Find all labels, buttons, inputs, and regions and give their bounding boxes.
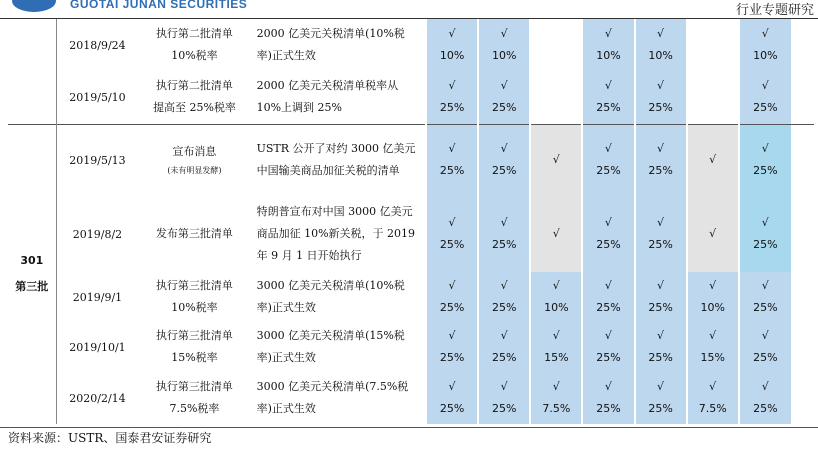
tariff-cell xyxy=(635,272,687,322)
action-line: 10%税率 xyxy=(171,301,218,314)
tariff-cell xyxy=(687,196,739,272)
check-mark-icon: √ xyxy=(500,27,508,40)
tariff-cell xyxy=(635,19,687,71)
tariff-cell xyxy=(426,372,478,424)
tariff-rate: 25% xyxy=(648,351,673,364)
action-line: 执行第二批清单 xyxy=(155,27,233,40)
tariff-table xyxy=(8,19,814,424)
check-mark-icon: √ xyxy=(761,380,769,393)
description-line: 率)正式生效 xyxy=(256,402,316,415)
check-mark-icon: √ xyxy=(604,279,612,292)
tariff-cell xyxy=(478,19,530,71)
check-mark-icon: √ xyxy=(604,329,612,342)
tariff-rate: 25% xyxy=(491,238,517,251)
check-mark-icon: √ xyxy=(448,329,456,342)
action-line: 执行第三批清单 xyxy=(155,380,233,393)
date-cell: 2019/9/1 xyxy=(72,290,123,304)
source-note: 资料来源：USTR、国泰君安证券研究 xyxy=(8,431,212,445)
check-mark-icon: √ xyxy=(657,279,665,292)
action-line: (未有明显发酵) xyxy=(167,166,222,176)
brand-logo-icon xyxy=(12,0,56,12)
check-mark-icon: √ xyxy=(709,329,717,342)
tariff-cell xyxy=(635,372,687,424)
action-cell xyxy=(138,272,250,322)
tariff-cell xyxy=(478,272,530,322)
batch-cell-empty xyxy=(8,71,56,124)
table-row xyxy=(8,19,814,71)
tariff-rate: 25% xyxy=(648,101,673,115)
action-line: 执行第二批清单 xyxy=(155,79,233,93)
action-cell xyxy=(138,196,250,272)
check-mark-icon: √ xyxy=(500,380,508,393)
description-line: 中国输美商品加征关税的清单 xyxy=(256,164,400,178)
check-mark-icon: √ xyxy=(552,329,560,342)
tariff-cell xyxy=(687,124,739,196)
tariff-rate: 25% xyxy=(753,402,778,415)
batch-cell-empty xyxy=(8,19,56,71)
action-cell xyxy=(138,322,250,372)
tariff-rate: 15% xyxy=(544,351,569,364)
tariff-cell xyxy=(478,196,530,272)
tariff-rate: 25% xyxy=(491,351,517,364)
table-row xyxy=(8,272,814,322)
action-line: 15%税率 xyxy=(171,351,218,364)
check-mark-icon: √ xyxy=(761,142,769,156)
date-cell: 2018/9/24 xyxy=(69,38,126,52)
brand-name: GUOTAI JUNAN SECURITIES xyxy=(70,0,248,11)
check-mark-icon: √ xyxy=(709,153,717,167)
check-mark-icon: √ xyxy=(657,27,665,40)
tariff-cell xyxy=(687,19,739,71)
table-row xyxy=(8,322,814,372)
action-line: 提高至 25%税率 xyxy=(152,101,236,115)
tariff-cell xyxy=(426,272,478,322)
report-header xyxy=(0,0,818,18)
description-cell xyxy=(251,196,426,272)
edge-cell xyxy=(791,322,814,372)
action-line: 执行第三批清单 xyxy=(155,279,233,292)
tariff-rate: 25% xyxy=(596,164,621,178)
action-line: 10%税率 xyxy=(171,49,218,62)
description-line: 3000 亿美元关税清单(10%税 xyxy=(256,279,405,292)
action-cell xyxy=(138,71,250,124)
description-line: 率)正式生效 xyxy=(256,49,316,62)
tariff-cell xyxy=(478,322,530,372)
section-title: 行业专题研究 xyxy=(735,3,814,18)
description-line: 商品加征 10%新关税，于 2019 xyxy=(256,227,416,240)
tariff-cell xyxy=(582,196,634,272)
description-cell xyxy=(251,272,426,322)
tariff-rate: 10% xyxy=(700,301,725,314)
check-mark-icon: √ xyxy=(500,79,508,93)
tariff-rate: 7.5% xyxy=(698,402,727,415)
tariff-rate: 25% xyxy=(439,301,465,314)
check-mark-icon: √ xyxy=(657,380,665,393)
check-mark-icon: √ xyxy=(448,380,456,393)
check-mark-icon: √ xyxy=(604,216,612,229)
description-line: USTR 公开了对约 3000 亿美元 xyxy=(256,142,416,156)
check-mark-icon: √ xyxy=(500,279,508,292)
description-cell xyxy=(251,71,426,124)
tariff-rate: 25% xyxy=(439,101,465,115)
batch-label xyxy=(8,124,56,424)
tariff-cell xyxy=(687,322,739,372)
tariff-cell xyxy=(478,71,530,124)
description-line: 3000 亿美元关税清单(15%税 xyxy=(256,329,405,342)
date-cell: 2019/5/10 xyxy=(69,90,126,104)
date-cell: 2019/10/1 xyxy=(69,340,126,354)
description-cell xyxy=(251,322,426,372)
check-mark-icon: √ xyxy=(604,79,612,93)
check-mark-icon: √ xyxy=(604,380,612,393)
tariff-cell xyxy=(426,196,478,272)
action-line: 7.5%税率 xyxy=(169,402,220,415)
tariff-cell xyxy=(635,196,687,272)
tariff-rate: 25% xyxy=(753,101,778,115)
tariff-rate: 10% xyxy=(648,49,673,62)
check-mark-icon: √ xyxy=(657,142,665,156)
action-cell xyxy=(138,372,250,424)
tariff-cell xyxy=(687,372,739,424)
check-mark-icon: √ xyxy=(552,153,560,167)
check-mark-icon: √ xyxy=(604,142,612,156)
batch-code: 301 xyxy=(20,254,44,268)
table-row xyxy=(8,71,814,124)
check-mark-icon: √ xyxy=(448,27,456,40)
check-mark-icon: √ xyxy=(604,27,612,40)
tariff-cell xyxy=(739,19,791,71)
table-row xyxy=(8,372,814,424)
tariff-cell xyxy=(687,71,739,124)
tariff-rate: 25% xyxy=(753,164,778,178)
description-cell xyxy=(251,124,426,196)
description-line: 2000 亿美元关税清单(10%税 xyxy=(256,27,405,40)
description-line: 2000 亿美元关税清单税率从 xyxy=(256,79,399,93)
edge-cell xyxy=(791,71,814,124)
tariff-cell xyxy=(582,19,634,71)
footer-rule xyxy=(0,427,818,428)
tariff-rate: 25% xyxy=(491,164,517,178)
tariff-rate: 25% xyxy=(439,164,465,178)
check-mark-icon: √ xyxy=(552,380,560,393)
description-line: 率)正式生效 xyxy=(256,301,316,314)
tariff-cell xyxy=(426,19,478,71)
tariff-cell xyxy=(635,71,687,124)
tariff-cell xyxy=(426,71,478,124)
tariff-cell xyxy=(739,196,791,272)
tariff-cell xyxy=(582,71,634,124)
tariff-cell xyxy=(582,272,634,322)
tariff-cell xyxy=(635,124,687,196)
table-row xyxy=(8,124,814,196)
check-mark-icon: √ xyxy=(500,142,508,156)
tariff-cell xyxy=(426,322,478,372)
tariff-rate: 25% xyxy=(596,301,621,314)
batch-name: 第三批 xyxy=(15,280,49,294)
tariff-cell xyxy=(582,124,634,196)
check-mark-icon: √ xyxy=(500,216,508,229)
tariff-rate: 25% xyxy=(753,238,778,251)
tariff-rate: 25% xyxy=(648,164,673,178)
check-mark-icon: √ xyxy=(500,329,508,342)
tariff-cell xyxy=(530,71,582,124)
edge-cell xyxy=(791,272,814,322)
tariff-rate: 25% xyxy=(491,402,517,415)
tariff-rate: 25% xyxy=(648,301,673,314)
tariff-cell xyxy=(739,272,791,322)
description-cell xyxy=(251,372,426,424)
tariff-rate: 25% xyxy=(753,301,778,314)
tariff-rate: 25% xyxy=(648,402,673,415)
tariff-cell xyxy=(687,272,739,322)
action-cell xyxy=(138,19,250,71)
edge-cell xyxy=(791,124,814,196)
check-mark-icon: √ xyxy=(448,279,456,292)
tariff-rate: 25% xyxy=(648,238,673,251)
edge-cell xyxy=(791,372,814,424)
check-mark-icon: √ xyxy=(761,27,769,40)
description-line: 率)正式生效 xyxy=(256,351,316,364)
description-line: 3000 亿美元关税清单(7.5%税 xyxy=(256,380,409,393)
check-mark-icon: √ xyxy=(761,216,769,229)
tariff-cell xyxy=(635,322,687,372)
edge-cell xyxy=(791,19,814,71)
tariff-rate: 25% xyxy=(439,402,465,415)
check-mark-icon: √ xyxy=(761,279,769,292)
action-cell xyxy=(138,124,250,196)
tariff-cell xyxy=(739,71,791,124)
action-line: 发布第三批清单 xyxy=(155,227,233,240)
tariff-rate: 25% xyxy=(596,402,621,415)
tariff-rate: 25% xyxy=(753,351,778,364)
tariff-cell xyxy=(530,19,582,71)
check-mark-icon: √ xyxy=(709,227,717,240)
check-mark-icon: √ xyxy=(761,79,769,93)
table-row xyxy=(8,196,814,272)
tariff-rate: 25% xyxy=(596,238,621,251)
check-mark-icon: √ xyxy=(552,227,560,240)
tariff-cell xyxy=(478,124,530,196)
check-mark-icon: √ xyxy=(657,216,665,229)
tariff-rate: 25% xyxy=(439,351,465,364)
description-cell xyxy=(251,19,426,71)
tariff-rate: 25% xyxy=(491,101,517,115)
tariff-rate: 10% xyxy=(753,49,778,62)
tariff-cell xyxy=(530,272,582,322)
date-cell: 2020/2/14 xyxy=(69,391,126,405)
check-mark-icon: √ xyxy=(761,329,769,342)
tariff-cell xyxy=(530,196,582,272)
tariff-cell xyxy=(530,124,582,196)
edge-cell xyxy=(791,196,814,272)
check-mark-icon: √ xyxy=(709,279,717,292)
tariff-cell xyxy=(426,124,478,196)
action-line: 宣布消息 xyxy=(172,145,217,159)
check-mark-icon: √ xyxy=(448,216,456,229)
tariff-rate: 25% xyxy=(596,351,621,364)
check-mark-icon: √ xyxy=(709,380,717,393)
date-cell: 2019/8/2 xyxy=(72,227,123,241)
check-mark-icon: √ xyxy=(657,329,665,342)
tariff-cell xyxy=(739,372,791,424)
description-line: 特朗普宣布对中国 3000 亿美元 xyxy=(256,205,413,218)
tariff-cell xyxy=(582,322,634,372)
tariff-cell xyxy=(739,124,791,196)
tariff-rate: 10% xyxy=(491,49,517,62)
tariff-rate: 7.5% xyxy=(542,402,571,415)
tariff-rate: 10% xyxy=(596,49,621,62)
check-mark-icon: √ xyxy=(448,79,456,93)
check-mark-icon: √ xyxy=(552,279,560,292)
action-line: 执行第三批清单 xyxy=(155,329,233,342)
tariff-rate: 10% xyxy=(439,49,465,62)
tariff-cell xyxy=(530,372,582,424)
tariff-rate: 25% xyxy=(491,301,517,314)
description-line: 10%上调到 25% xyxy=(256,101,342,115)
tariff-cell xyxy=(478,372,530,424)
table-body xyxy=(8,19,814,424)
check-mark-icon: √ xyxy=(448,142,456,156)
tariff-cell xyxy=(582,372,634,424)
tariff-cell xyxy=(530,322,582,372)
tariff-rate: 25% xyxy=(596,101,621,115)
tariff-rate: 15% xyxy=(700,351,725,364)
date-cell: 2019/5/13 xyxy=(56,124,138,196)
tariff-rate: 10% xyxy=(544,301,569,314)
description-line: 年 9 月 1 日开始执行 xyxy=(256,249,362,262)
tariff-rate: 25% xyxy=(439,238,465,251)
tariff-cell xyxy=(739,322,791,372)
check-mark-icon: √ xyxy=(657,79,665,93)
